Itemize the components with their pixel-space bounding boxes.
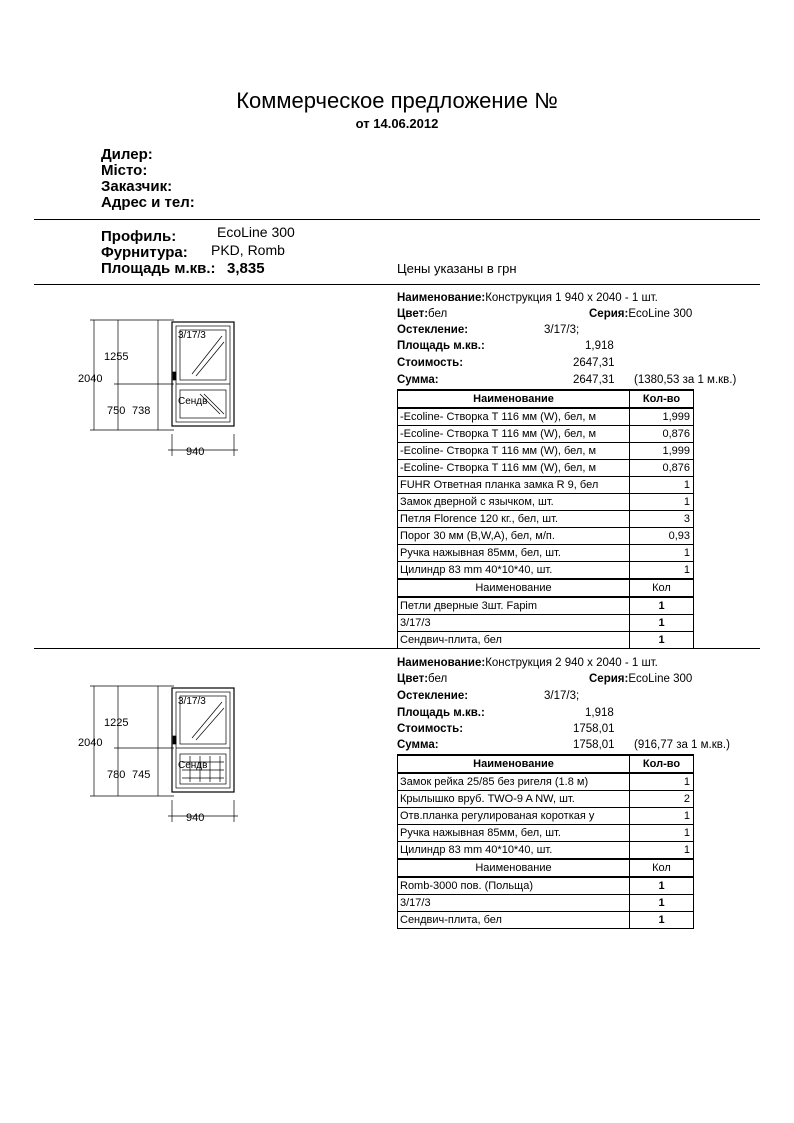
construction-1-drawing [74,312,244,462]
table-row: Крылышко вруб. TWO-9 A NW, шт. 2 [398,791,694,808]
c2-sum-value: 1758,01 [573,739,615,751]
table-row: Ручка нажывная 85мм, бел, шт. 1 [398,825,694,842]
customer-label: Заказчик: [101,178,173,195]
c2-dim-w: 940 [186,812,205,824]
c2-glass-label: 3/17/3 [178,696,206,707]
c2-col-name: Наименование [398,755,630,773]
table-row: Цилиндр 83 mm 40*10*40, шт. 1 [398,562,694,580]
c2-dim-top-h: 1225 [104,717,129,729]
c1-series-value: EcoLine 300 [628,308,693,320]
document-date: от 14.06.2012 [355,116,439,131]
table-row: Сендвич-плита, бел 1 [398,912,694,929]
c1-dim-w: 940 [186,446,205,458]
c2-name-value: Конструкция 2 940 x 2040 - 1 шт. [485,657,658,669]
table-row: Ручка нажывная 85мм, бел, шт. 1 [398,545,694,562]
c1-col-qty: Кол-во [630,390,694,408]
construction-1-items-table [397,389,694,649]
c2-color-label: Цвет: [397,673,429,685]
profile-value: EcoLine 300 [217,224,295,240]
total-area-value: 3,835 [227,260,265,277]
c1-dim-bot-outer: 750 [107,405,126,417]
city-label: Місто: [101,162,148,179]
construction-2-items-table [397,754,694,929]
c1-dim-total-h: 2040 [78,373,103,385]
table-row: Отв.планка регулированая короткая у 1 [398,808,694,825]
table-row: -Ecoline- Створка Т 116 мм (W), бел, м 0,876 [398,426,694,443]
c2-dim-bot-inner: 745 [132,769,151,781]
table-row: Сендвич-плита, бел 1 [398,632,694,649]
c1-sum-label: Сумма: [397,374,439,386]
hardware-label: Фурнитура: [101,244,188,261]
table-row: Цилиндр 83 mm 40*10*40, шт. 1 [398,842,694,860]
table-row: Петли дверные 3шт. Fapim 1 [398,597,694,615]
c1-area-label: Площадь м.кв.: [397,340,485,352]
c1-dim-bot-inner: 738 [132,405,151,417]
table-row: Петля Florence 120 кг., бел, шт. 3 [398,511,694,528]
c1-color-value: бел [428,308,448,320]
profile-label: Профиль: [101,228,177,245]
c1-panel-label: Сендв [178,396,208,407]
dealer-label: Дилер: [101,146,153,163]
prices-note: Цены указаны в грн [397,261,517,276]
c2-sum-label: Сумма: [397,739,439,751]
c2-glazing-label: Остекление: [397,690,469,702]
address-label: Адрес и тел: [101,194,195,211]
divider-profile [34,284,760,285]
c1-name-value: Конструкция 1 940 x 2040 - 1 шт. [485,292,658,304]
c1-color-label: Цвет: [397,308,429,320]
c1-per-m2: (1380,53 за 1 м.кв.) [634,374,737,386]
c2-glazing-value: 3/17/3; [544,690,580,702]
divider-top [34,219,760,220]
c2-dim-bot-outer: 780 [107,769,126,781]
table-row: -Ecoline- Створка Т 116 мм (W), бел, м 0,876 [398,460,694,477]
c2-series-label: Серия: [589,673,629,685]
c1-col2-name: Наименование [398,579,630,597]
c2-cost-label: Стоимость: [397,723,464,735]
c2-color-value: бел [428,673,448,685]
table-row: 3/17/3 1 [398,615,694,632]
c2-area-label: Площадь м.кв.: [397,707,485,719]
c1-cost-value: 2647,31 [573,357,615,369]
table-row: Порог 30 мм (B,W,A), бел, м/п. 0,93 [398,528,694,545]
c1-sum-value: 2647,31 [573,374,615,386]
c1-dim-top-h: 1255 [104,351,129,363]
c1-name-label: Наименование: [397,292,486,304]
hardware-value: PKD, Romb [211,242,285,258]
c1-glazing-label: Остекление: [397,324,469,336]
c1-series-label: Серия: [589,308,629,320]
table-row: Замок рейка 25/85 без ригеля (1.8 м) 1 [398,773,694,791]
table-row: Romb-3000 пов. (Польща) 1 [398,877,694,895]
table-row: FUHR Ответная планка замка R 9, бел 1 [398,477,694,494]
c2-name-label: Наименование: [397,657,486,669]
c2-area-value: 1,918 [585,707,614,719]
c1-col2-qty: Кол [630,579,694,597]
construction-2-drawing [74,678,244,828]
c1-area-value: 1,918 [585,340,614,352]
c2-col-qty: Кол-во [630,755,694,773]
total-area-label: Площадь м.кв.: [101,260,216,277]
c2-col2-name: Наименование [398,859,630,877]
c2-per-m2: (916,77 за 1 м.кв.) [634,739,730,751]
c1-cost-label: Стоимость: [397,357,464,369]
table-row: Замок дверной с язычком, шт. 1 [398,494,694,511]
divider-construction [34,648,760,649]
c1-glass-label: 3/17/3 [178,330,206,341]
c1-col-name: Наименование [398,390,630,408]
c2-panel-label: Сендв [178,760,208,771]
table-row: -Ecoline- Створка Т 116 мм (W), бел, м 1,999 [398,443,694,460]
c2-dim-total-h: 2040 [78,737,103,749]
c2-series-value: EcoLine 300 [628,673,693,685]
c2-cost-value: 1758,01 [573,723,615,735]
c2-col2-qty: Кол [630,859,694,877]
table-row: 3/17/3 1 [398,895,694,912]
table-row: -Ecoline- Створка Т 116 мм (W), бел, м 1,999 [398,408,694,426]
document-title: Коммерческое предложение № [236,88,558,113]
c1-glazing-value: 3/17/3; [544,324,580,336]
